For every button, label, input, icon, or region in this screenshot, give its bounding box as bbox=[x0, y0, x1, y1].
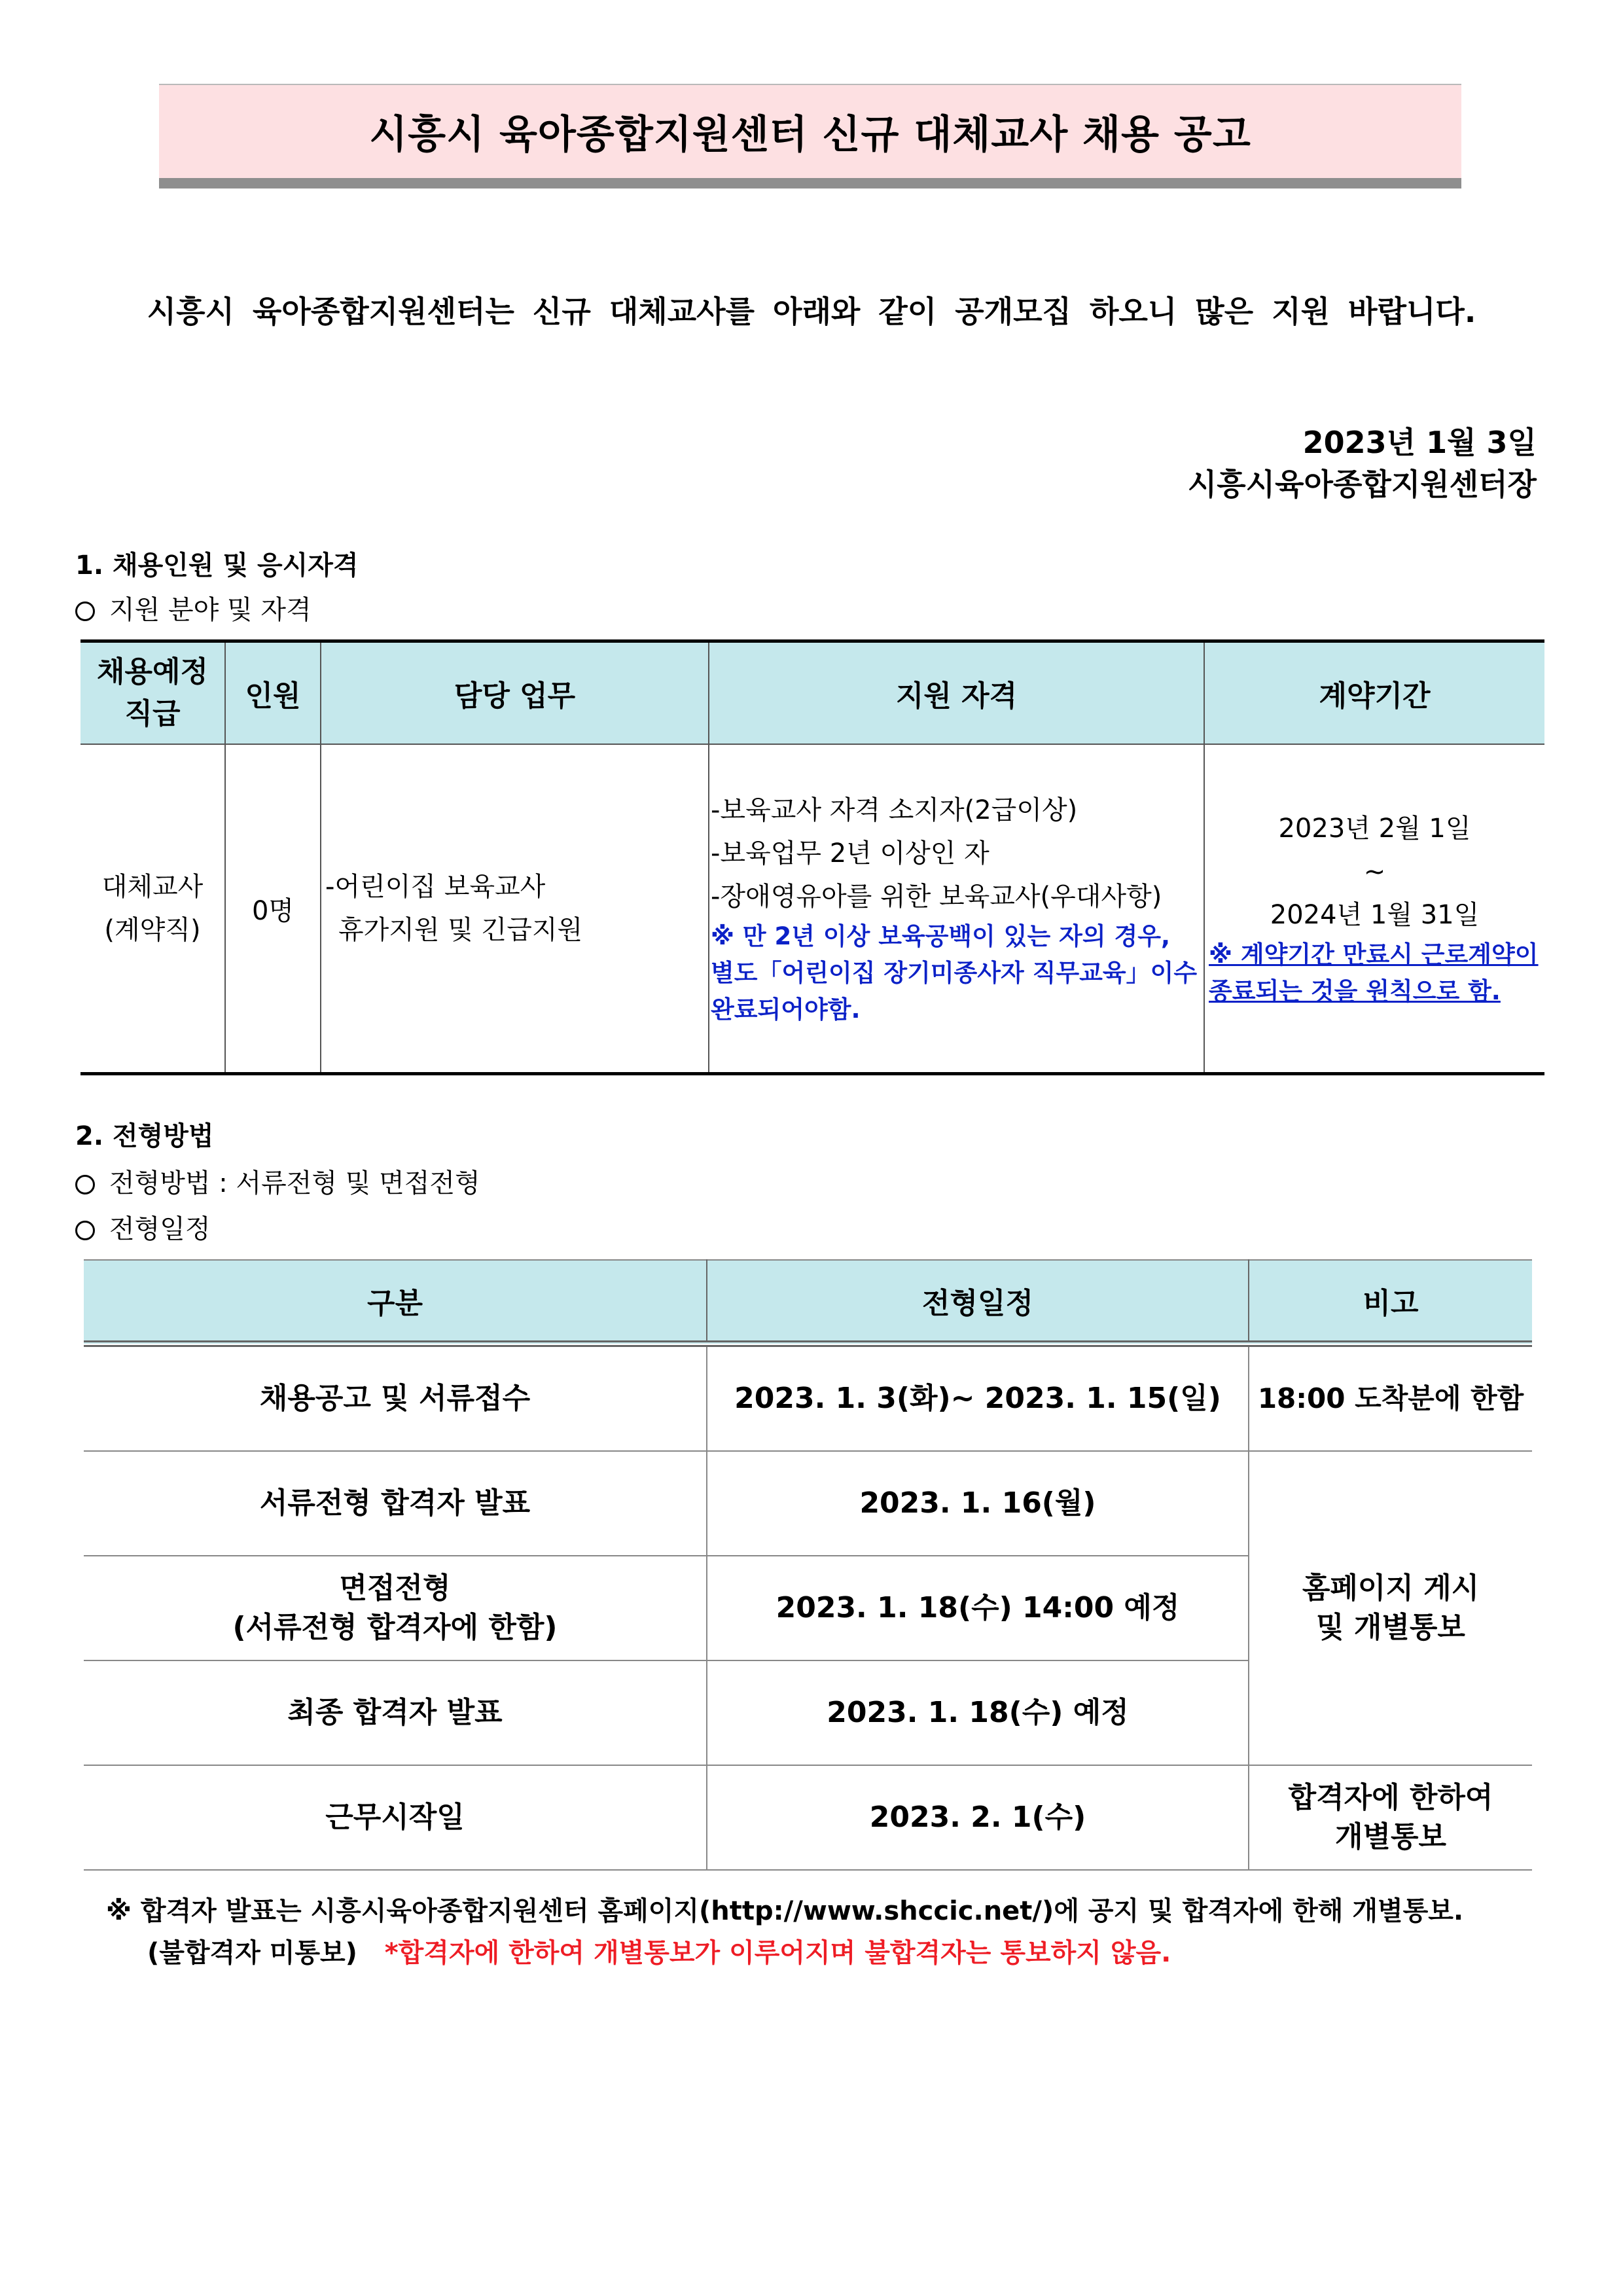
cell-count: 0명 bbox=[225, 744, 321, 1074]
circle-bullet-icon bbox=[75, 1221, 95, 1240]
announcement-date: 2023년 1월 3일 bbox=[1302, 425, 1537, 460]
section1-heading: 1. 채용인원 및 응시자격 bbox=[75, 550, 359, 581]
intro-text: 시흥시 육아종합지원센터는 신규 대체교사를 아래와 같이 공개모집 하오니 많은 지원 바랍니다. bbox=[147, 294, 1476, 329]
header-count: 인원 bbox=[225, 641, 321, 745]
table-row: 최종 합격자 발표 2023. 1. 18(수) 예정 bbox=[84, 1660, 1532, 1765]
header-qualification: 지원 자격 bbox=[709, 641, 1204, 745]
document-title: 시흥시 육아종합지원센터 신규 대체교사 채용 공고 bbox=[369, 112, 1251, 158]
title-banner bbox=[159, 84, 1461, 188]
qualification-table bbox=[80, 639, 1544, 1075]
table-row: 근무시작일 2023. 2. 1(수) 합격자에 한하여 개별통보 bbox=[84, 1765, 1532, 1870]
cell-duty: -어린이집 보육교사 휴가지원 및 긴급지원 bbox=[321, 744, 709, 1074]
section2-sub-method: 전형방법 : 서류전형 및 면접전형 bbox=[75, 1162, 480, 1200]
table-row: 채용공고 및 서류접수 2023. 1. 3(화)~ 2023. 1. 15(일) 18:00 도착분에 한함 bbox=[84, 1344, 1532, 1451]
table-row: 면접전형 (서류전형 합격자에 한함) 2023. 1. 18(수) 14:00 예정 bbox=[84, 1556, 1532, 1660]
section2-sub-schedule: 전형일정 bbox=[75, 1208, 211, 1246]
merged-remarks: 홈페이지 게시 및 개별통보 bbox=[1249, 1451, 1532, 1765]
section2-heading: 2. 전형방법 bbox=[75, 1121, 214, 1151]
header-category: 구분 bbox=[84, 1260, 707, 1344]
header-schedule: 전형일정 bbox=[707, 1260, 1249, 1344]
footnote-line2: (불합격자 미통보) *합격자에 한하여 개별통보가 이루어지며 불합격자는 통보하지 않음. bbox=[147, 1938, 1171, 1968]
header-remarks: 비고 bbox=[1249, 1260, 1532, 1344]
cell-qualification: -보육교사 자격 소지자(2급이상) -보육업무 2년 이상인 자 -장애영유아를 위한 보육교사(우대사항) ※ 만 2년 이상 보육공백이 있는 자의 경우, 별도「어린이집 장기미종사자 직무교육」이수 완료되어야함. bbox=[709, 744, 1204, 1074]
table-header-row bbox=[84, 1260, 1532, 1344]
header-grade: 채용예정 직급 bbox=[80, 641, 225, 745]
qualification-note: ※ 만 2년 이상 보육공백이 있는 자의 경우, 별도「어린이집 장기미종사자 직무교육」이수 완료되어야함. bbox=[711, 922, 1198, 1024]
cell-period: 2023년 2월 1일 ~ 2024년 1월 31일 ※ 계약기간 만료시 근로계약이 종료되는 것을 원칙으로 함. bbox=[1204, 744, 1544, 1074]
table-header-row bbox=[80, 641, 1544, 745]
header-period: 계약기간 bbox=[1204, 641, 1544, 745]
period-note: ※ 계약기간 만료시 근로계약이 종료되는 것을 원칙으로 함. bbox=[1209, 941, 1539, 1005]
circle-bullet-icon bbox=[75, 601, 95, 621]
issuer-name: 시흥시육아종합지원센터장 bbox=[1187, 467, 1537, 502]
circle-bullet-icon bbox=[75, 1175, 95, 1194]
footnote-line1: ※ 합격자 발표는 시흥시육아종합지원센터 홈페이지(http://www.shccic.net/)에 공지 및 합격자에 한해 개별통보. bbox=[106, 1896, 1464, 1926]
header-duty: 담당 업무 bbox=[321, 641, 709, 745]
table-row bbox=[80, 744, 1544, 1074]
section1-sub: 지원 분야 및 자격 bbox=[75, 589, 312, 626]
table-row: 서류전형 합격자 발표 2023. 1. 16(월) 홈페이지 게시 및 개별통보 bbox=[84, 1451, 1532, 1556]
cell-grade: 대체교사 (계약직) bbox=[80, 744, 225, 1074]
schedule-table bbox=[84, 1259, 1532, 1871]
